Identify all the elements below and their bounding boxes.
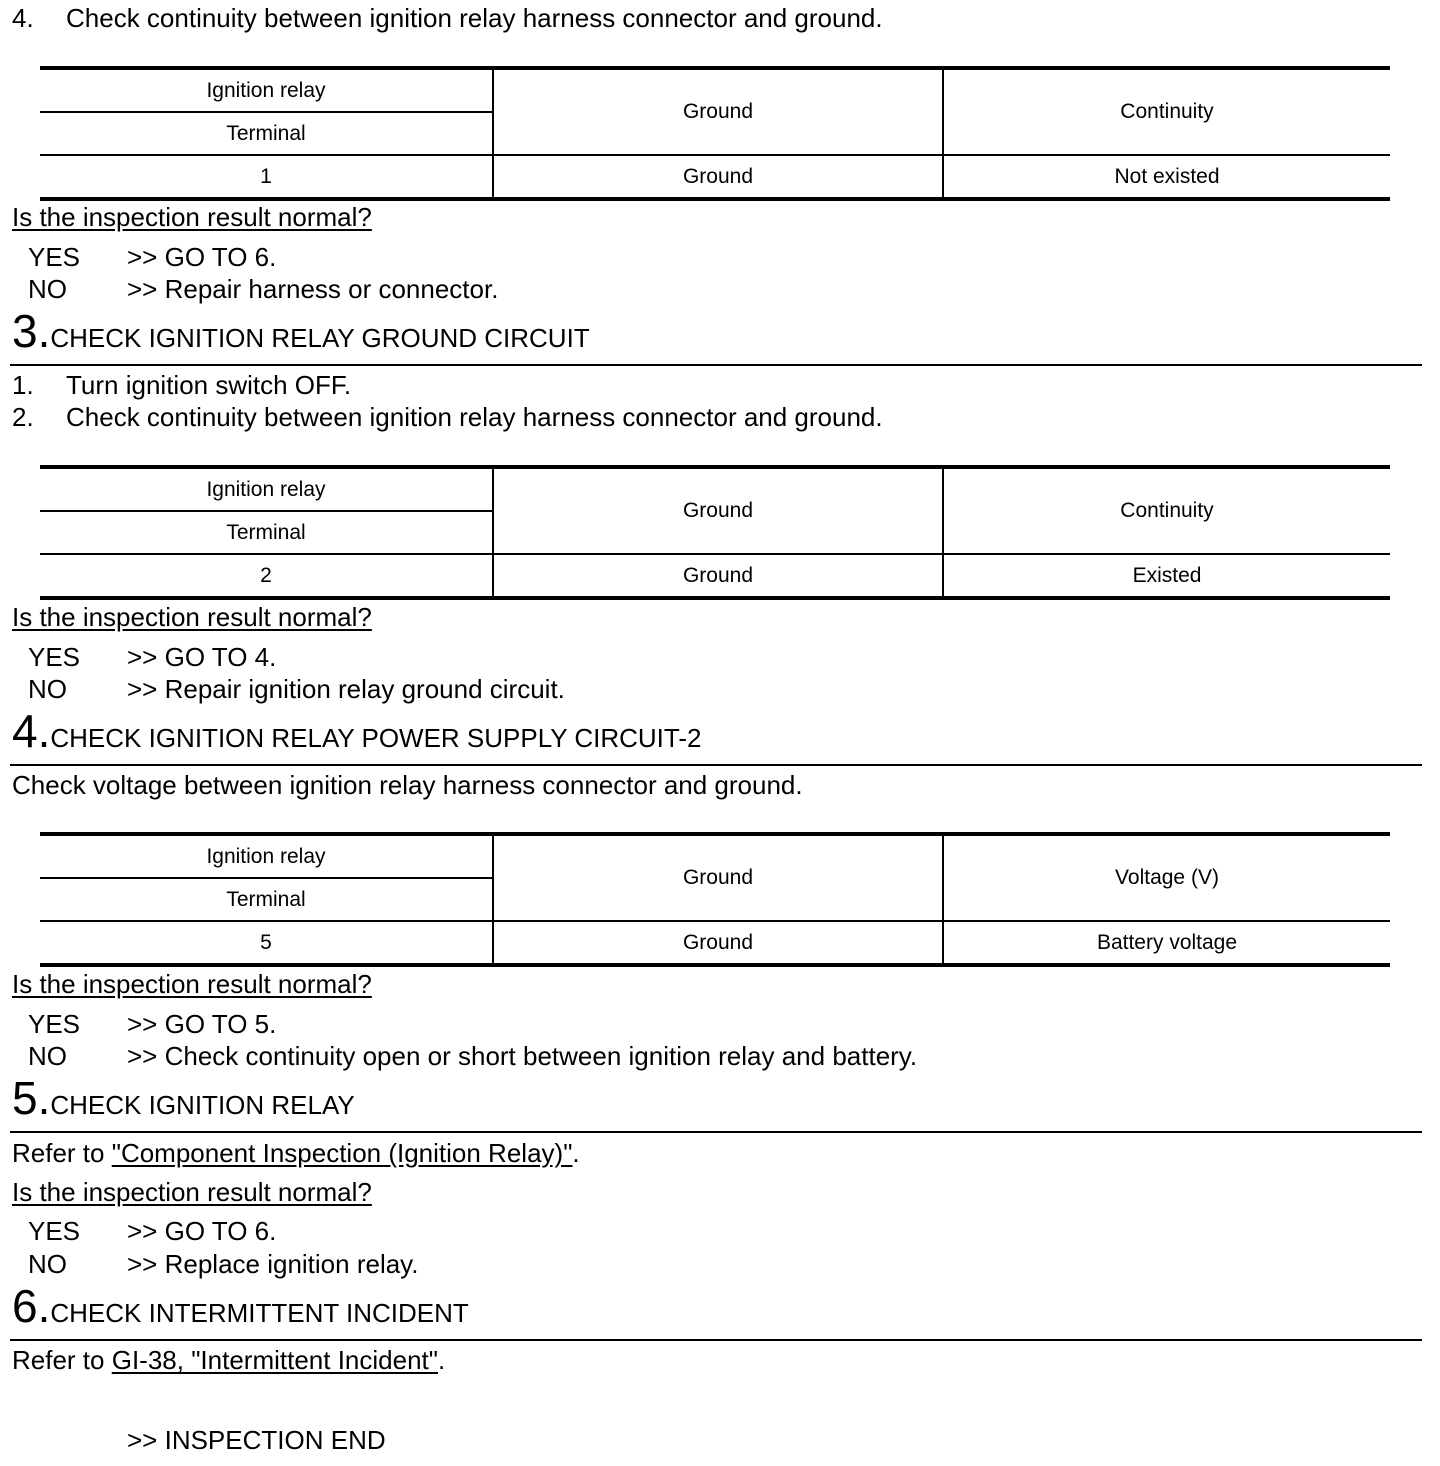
yes-label: YES (28, 242, 81, 272)
yes-label: YES (28, 1216, 81, 1246)
answer-yes-row (0, 242, 1440, 272)
no-action: >> Repair ignition relay ground circuit. (127, 674, 565, 704)
intermittent-incident-link[interactable]: GI-38, "Intermittent Incident" (111, 1345, 438, 1375)
inspection-question: Is the inspection result normal? (12, 602, 372, 632)
answer-no-row (0, 1041, 1440, 1071)
yes-action: >> GO TO 4. (127, 642, 277, 672)
no-action: >> Check continuity open or short between ignition relay and battery. (127, 1041, 918, 1071)
no-action: >> Repair harness or connector. (127, 274, 499, 304)
section-number: 3. (12, 305, 51, 357)
header-ignition-relay: Ignition relay (40, 68, 493, 112)
section-6-heading (12, 1280, 469, 1332)
cell-ground: Ground (493, 155, 943, 199)
header-terminal: Terminal (40, 878, 493, 921)
refer-prefix: Refer to (12, 1138, 112, 1168)
header-ground: Ground (493, 68, 943, 155)
refer-prefix: Refer to (12, 1345, 112, 1375)
refer-line (12, 1345, 445, 1375)
continuity-table-1 (40, 66, 1390, 201)
header-voltage: Voltage (V) (943, 834, 1390, 921)
step-text: Check continuity between ignition relay harness connector and ground. (66, 3, 883, 33)
inspection-question: Is the inspection result normal? (12, 969, 372, 999)
yes-action: >> GO TO 5. (127, 1009, 277, 1039)
section-number: 4. (12, 705, 51, 757)
instruction-text: Check voltage between ignition relay harness connector and ground. (12, 770, 803, 800)
inspection-question: Is the inspection result normal? (12, 202, 372, 232)
section-title: CHECK IGNITION RELAY GROUND CIRCUIT (50, 323, 590, 353)
no-label: NO (28, 1249, 67, 1279)
header-ignition-relay: Ignition relay (40, 834, 493, 878)
no-label: NO (28, 274, 67, 304)
cell-voltage: Battery voltage (943, 921, 1390, 965)
component-inspection-link[interactable]: "Component Inspection (Ignition Relay)" (111, 1138, 573, 1168)
refer-line (12, 1138, 580, 1168)
step-number: 1. (12, 370, 34, 400)
step-2-item (0, 402, 1440, 432)
yes-label: YES (28, 1009, 81, 1039)
answer-yes-row (0, 642, 1440, 672)
refer-suffix: . (438, 1345, 446, 1375)
voltage-table (40, 832, 1390, 967)
cell-terminal: 1 (40, 155, 493, 199)
cell-ground: Ground (493, 921, 943, 965)
section-number: 5. (12, 1072, 51, 1124)
header-continuity: Continuity (943, 68, 1390, 155)
step-number: 4. (12, 3, 34, 33)
answer-no-row (0, 1249, 1440, 1279)
inspection-end: >> INSPECTION END (127, 1425, 386, 1455)
section-number: 6. (12, 1280, 51, 1332)
answer-no-row (0, 274, 1440, 304)
answer-no-row (0, 674, 1440, 704)
refer-suffix: . (572, 1138, 580, 1168)
no-label: NO (28, 674, 67, 704)
yes-action: >> GO TO 6. (127, 242, 277, 272)
header-ignition-relay: Ignition relay (40, 467, 493, 511)
step-1-item (0, 370, 1440, 400)
section-4-heading (12, 705, 702, 757)
header-ground: Ground (493, 467, 943, 554)
no-action: >> Replace ignition relay. (127, 1249, 419, 1279)
continuity-table-2 (40, 465, 1390, 600)
header-ground: Ground (493, 834, 943, 921)
inspection-question: Is the inspection result normal? (12, 1177, 372, 1207)
step-text: Turn ignition switch OFF. (66, 370, 352, 400)
section-5-heading (12, 1072, 355, 1124)
step-number: 2. (12, 402, 34, 432)
yes-label: YES (28, 642, 81, 672)
yes-action: >> GO TO 6. (127, 1216, 277, 1246)
step-text: Check continuity between ignition relay harness connector and ground. (66, 402, 883, 432)
header-continuity: Continuity (943, 467, 1390, 554)
answer-yes-row (0, 1009, 1440, 1039)
cell-continuity: Not existed (943, 155, 1390, 199)
section-3-heading (12, 305, 590, 357)
answer-yes-row (0, 1216, 1440, 1246)
cell-continuity: Existed (943, 554, 1390, 598)
section-title: CHECK INTERMITTENT INCIDENT (50, 1298, 469, 1328)
section-title: CHECK IGNITION RELAY POWER SUPPLY CIRCUIT-2 (50, 723, 702, 753)
section-title: CHECK IGNITION RELAY (50, 1090, 355, 1120)
header-terminal: Terminal (40, 511, 493, 554)
header-terminal: Terminal (40, 112, 493, 155)
no-label: NO (28, 1041, 67, 1071)
section-divider (10, 764, 1422, 766)
cell-ground: Ground (493, 554, 943, 598)
step-4-item (0, 3, 1440, 33)
cell-terminal: 5 (40, 921, 493, 965)
section-divider (10, 364, 1422, 366)
section-divider (10, 1131, 1422, 1133)
cell-terminal: 2 (40, 554, 493, 598)
section-divider (10, 1339, 1422, 1341)
